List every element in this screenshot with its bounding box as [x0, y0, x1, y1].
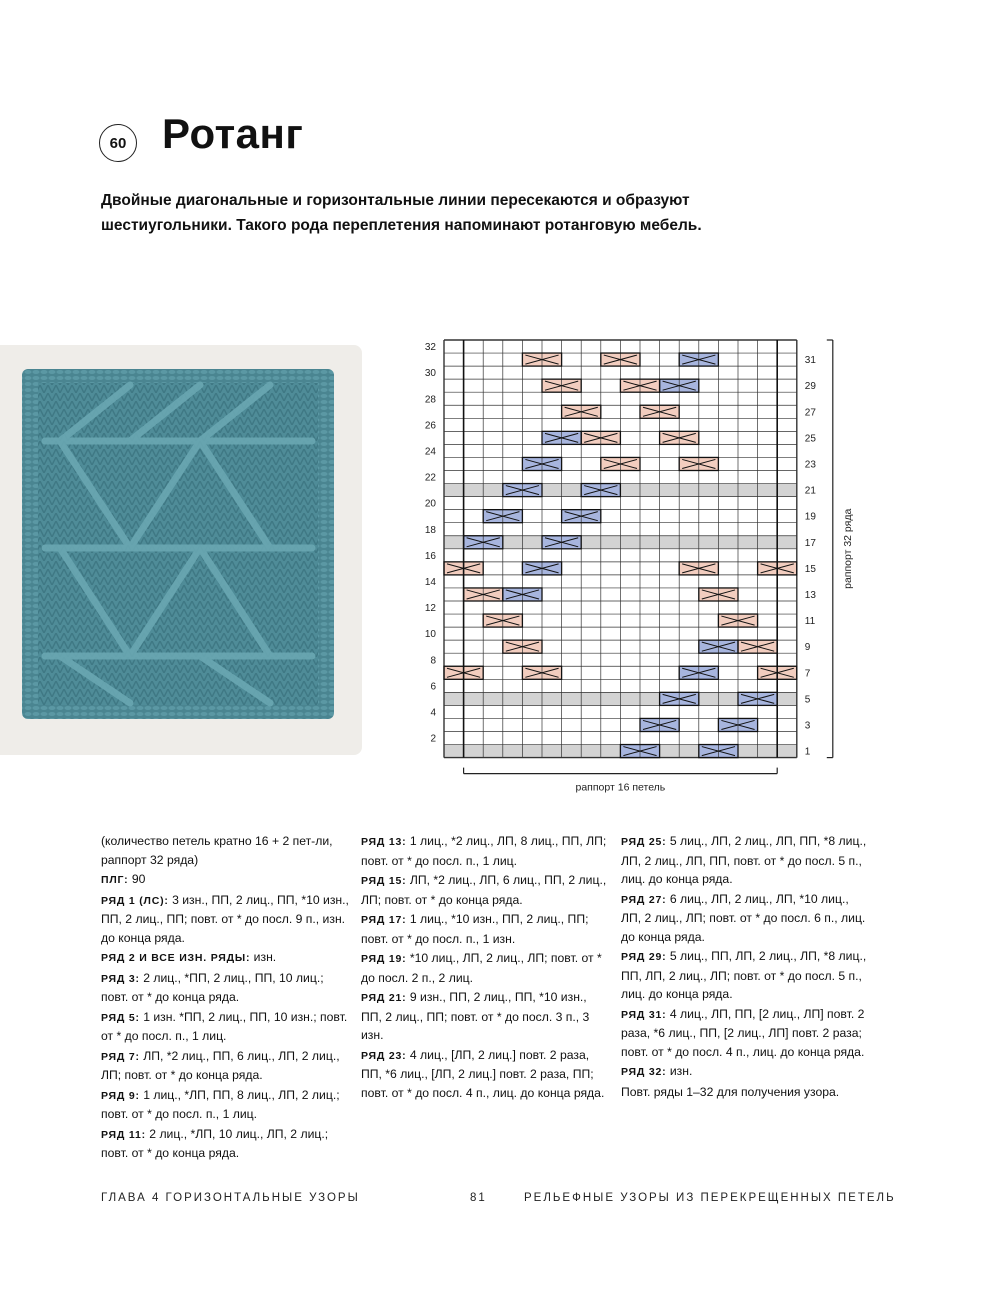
instruction-paragraph: [361, 949, 607, 987]
row-number-left: 4: [430, 707, 436, 719]
instruction-text: 1 лиц., *2 лиц., ЛП, 8 лиц., ПП, ЛП; повт. от * до посл. п., 1 лиц.: [361, 834, 607, 868]
instruction-label: РЯД 7:: [101, 1050, 140, 1063]
row-number-right: 21: [804, 485, 816, 497]
row-number-left: 8: [430, 655, 436, 667]
instruction-label: РЯД 15:: [361, 875, 407, 887]
row-number-right: 1: [804, 746, 811, 758]
instruction-text: 5 лиц., ЛП, 2 лиц., ЛП, ПП, *8 лиц., ЛП, 2 лиц., ЛП, ПП, повт. от * до посл. 5 п., лиц. до конца ряда.: [621, 834, 867, 886]
row-number-left: 20: [424, 498, 436, 510]
instruction-text: 9 изн., ПП, 2 лиц., ПП, *10 изн., ПП, 2 лиц., ПП; повт. от * до посл. 3 п., 3 изн.: [361, 990, 590, 1042]
row-number-left: 2: [430, 733, 436, 745]
row-number-left: 22: [424, 472, 436, 484]
row-number-left: 32: [424, 342, 436, 354]
instruction-text: 2 лиц., *ЛП, 10 лиц., ЛП, 2 лиц.; повт. от * до конца ряда.: [101, 1126, 329, 1160]
instruction-label: РЯД 17:: [361, 914, 407, 926]
chart-svg: [400, 330, 870, 800]
instruction-paragraph: [621, 832, 867, 889]
instruction-text: изн.: [666, 1064, 693, 1078]
row-number-right: 13: [804, 590, 816, 601]
instructions-column-3: [621, 832, 867, 1102]
instruction-text: 1 лиц., *10 изн., ПП, 2 лиц., ПП; повт. от * до посл. п., 1 изн.: [361, 912, 589, 946]
row-number-right: 25: [804, 433, 816, 445]
instruction-paragraph: [361, 910, 607, 948]
instruction-text: ЛП, *2 лиц., ЛП, 6 лиц., ПП, 2 лиц., ЛП; повт. от * до конца ряда.: [361, 873, 607, 907]
row-number-right: 11: [804, 616, 816, 628]
knitting-chart: [400, 330, 870, 805]
instruction-paragraph: [361, 871, 607, 909]
instruction-text: 6 лиц., ЛП, 2 лиц., ЛП, *10 лиц., ЛП, 2 лиц., ЛП; повт. от * до посл. 6 п., лиц. до конца ряда.: [621, 891, 866, 944]
row-number-left: 12: [424, 603, 436, 615]
row-number-right: 23: [804, 459, 816, 471]
instruction-paragraph: [101, 1047, 351, 1085]
instruction-paragraph: [101, 891, 351, 948]
row-number-left: 30: [424, 368, 436, 380]
pattern-title: Ротанг: [162, 110, 304, 157]
instruction-label: РЯД 23:: [361, 1049, 407, 1062]
pattern-number-badge: [99, 124, 137, 162]
instruction-label: ПЛГ:: [101, 874, 129, 886]
instruction-paragraph: [101, 870, 351, 890]
pattern-number: 60: [109, 134, 127, 152]
instruction-paragraph: [101, 969, 351, 1007]
instruction-paragraph: [621, 1083, 867, 1102]
instruction-paragraph: [101, 948, 351, 968]
instruction-paragraph: [621, 1005, 867, 1062]
instruction-label: РЯД 31:: [621, 1008, 667, 1021]
instruction-paragraph: [361, 832, 607, 870]
swatch-photo: [0, 345, 362, 755]
instructions-column-1: [101, 832, 351, 1164]
instruction-paragraph: [361, 988, 607, 1045]
row-number-left: 24: [424, 446, 436, 458]
instruction-text: 5 лиц., ПП, ЛП, 2 лиц., ЛП, *8 лиц., ПП, ЛП, 2 лиц., ЛП; повт. от * до посл. 5 п., лиц. до конца ряда.: [621, 949, 867, 1001]
row-number-right: 9: [804, 642, 811, 654]
row-number-left: 14: [424, 576, 436, 588]
instruction-label: РЯД 11:: [101, 1128, 146, 1141]
instruction-paragraph: [621, 947, 867, 1004]
instruction-text: 90: [128, 872, 146, 886]
instruction-label: РЯД 9:: [101, 1089, 140, 1102]
row-number-right: 27: [804, 407, 816, 419]
row-number-left: 18: [424, 524, 436, 536]
instruction-text: (количество петель кратно 16 + 2 пет-ли, раппорт 32 ряда): [101, 834, 333, 867]
instruction-text: Повт. ряды 1–32 для получения узора.: [621, 1084, 840, 1099]
instruction-paragraph: [101, 1125, 351, 1163]
instruction-text: *10 лиц., ЛП, 2 лиц., ЛП; повт. от * до посл. 2 п., 2 лиц.: [361, 951, 602, 985]
instruction-text: 1 лиц., *ЛП, ПП, 8 лиц., ЛП, 2 лиц.; повт. от * до посл. п., 1 лиц.: [101, 1087, 340, 1121]
row-number-right: 31: [804, 355, 816, 367]
instruction-paragraph: [101, 1008, 351, 1046]
instruction-paragraph: [101, 832, 351, 869]
instruction-text: 3 изн., ПП, 2 лиц., ПП, *10 изн., ПП, 2 лиц., ПП; повт. от * до посл. 9 п., изн. до конца ряда.: [101, 892, 349, 945]
instruction-label: РЯД 29:: [621, 951, 667, 963]
instruction-text: изн.: [250, 950, 277, 964]
row-number-right: 15: [804, 563, 816, 575]
instruction-paragraph: [621, 1062, 867, 1082]
instruction-label: РЯД 19:: [361, 953, 407, 965]
row-number-right: 3: [804, 720, 811, 732]
instruction-label: РЯД 27:: [621, 893, 667, 906]
instruction-text: 1 изн. *ПП, 2 лиц., ПП, 10 изн.; повт. от * до посл. п., 1 лиц.: [101, 1009, 348, 1043]
row-number-right: 29: [804, 381, 816, 393]
instruction-label: РЯД 13:: [361, 836, 407, 848]
footer-chapter: ГЛАВА 4 ГОРИЗОНТАЛЬНЫЕ УЗОРЫ: [101, 1192, 360, 1204]
row-number-left: 6: [430, 681, 436, 693]
instruction-paragraph: [361, 1046, 607, 1103]
row-number-right: 5: [804, 694, 811, 706]
instruction-label: РЯД 32:: [621, 1066, 667, 1078]
instruction-label: РЯД 5:: [101, 1011, 140, 1024]
instruction-label: РЯД 2 И ВСЕ ИЗН. РЯДЫ:: [101, 952, 251, 964]
knitted-swatch-image: [0, 345, 362, 755]
instruction-label: РЯД 1 (ЛС):: [101, 894, 169, 907]
instruction-text: 2 лиц., *ПП, 2 лиц., ПП, 10 лиц.; повт. от * до конца ряда.: [101, 970, 324, 1004]
rows-repeat-label: раппорт 32 ряда: [841, 508, 854, 589]
instruction-label: РЯД 25:: [621, 836, 667, 848]
instruction-label: РЯД 21:: [361, 992, 407, 1004]
instruction-text: 4 лиц., [ЛП, 2 лиц.] повт. 2 раза, ПП, *6 лиц., [ЛП, 2 лиц.] повт. 2 раза, ПП; повт. от * до посл. 4 п., лиц. до конца ряда.: [361, 1047, 605, 1100]
pattern-intro: Двойные диагональные и горизонтальные линии пересекаются и образуют шестиугольники. Такого рода переплетения напоминают ротанговую мебель.: [101, 192, 702, 234]
instructions-column-2: [361, 832, 607, 1103]
footer-page-number: 81: [470, 1192, 487, 1204]
footer-section: РЕЛЬЕФНЫЕ УЗОРЫ ИЗ ПЕРЕКРЕЩЕННЫХ ПЕТЕЛЬ: [524, 1192, 896, 1204]
row-number-left: 26: [424, 420, 436, 432]
row-number-left: 10: [424, 629, 436, 641]
instruction-label: РЯД 3:: [101, 972, 140, 985]
row-number-left: 16: [424, 550, 436, 562]
row-number-right: 17: [804, 537, 816, 549]
row-number-right: 19: [804, 511, 816, 523]
stitch-repeat-label: раппорт 16 петель: [575, 781, 666, 794]
instruction-text: 4 лиц., ЛП, ПП, [2 лиц., ЛП] повт. 2 раза, *6 лиц., ПП, [2 лиц., ЛП] повт. 2 раза; повт. от * до посл. 4 п., лиц. до конца ряда.: [621, 1006, 865, 1059]
instruction-paragraph: [621, 890, 867, 947]
instruction-text: ЛП, *2 лиц., ПП, 6 лиц., ЛП, 2 лиц., ЛП; повт. от * до конца ряда.: [101, 1048, 340, 1082]
row-number-right: 7: [804, 668, 811, 680]
row-number-left: 28: [424, 394, 436, 406]
instruction-paragraph: [101, 1086, 351, 1124]
